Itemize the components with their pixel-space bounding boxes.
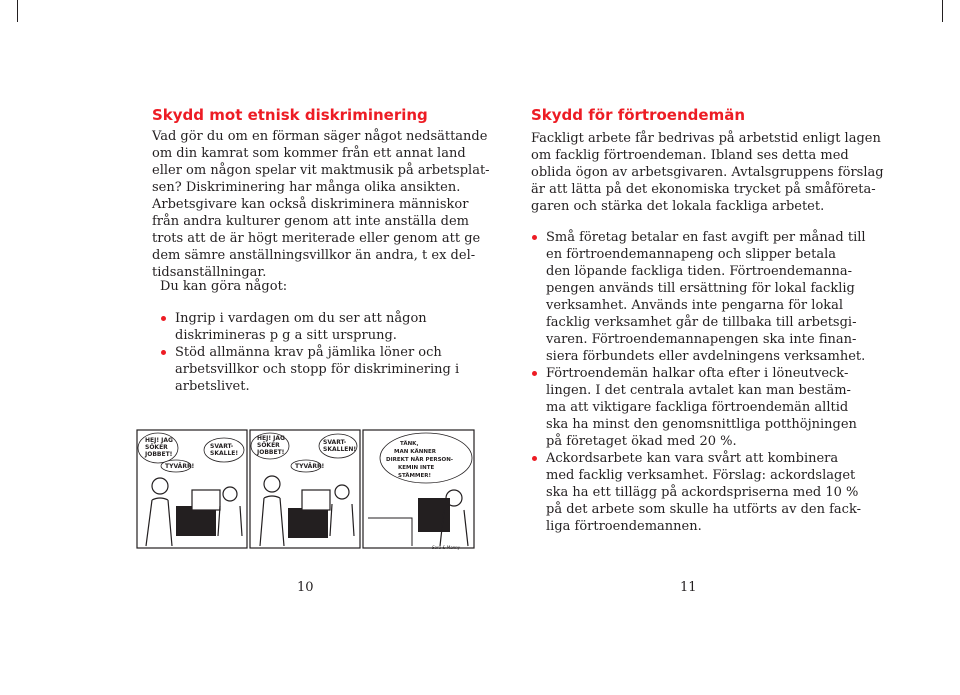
text-line: pengen används till ersättning för lokal facklig: [546, 281, 855, 296]
bullet-icon: [532, 235, 537, 240]
speech-line: MAN KÄNNER: [394, 449, 436, 455]
text-line: på företaget ökad med 20 %.: [546, 434, 737, 449]
text-line: den löpande fackliga tiden. Förtroendemanna-: [546, 264, 853, 279]
crop-mark-right: [942, 0, 943, 22]
text-line: ska ha minst den genomsnittliga potthöjningen: [546, 417, 857, 432]
text-line: arbetslivet.: [175, 379, 250, 394]
text-line: Förtroendemän halkar ofta efter i löneutveck-: [546, 366, 849, 381]
text-line: en förtroendemannapeng och slipper betala: [546, 247, 836, 262]
text-line: med facklig verksamhet. Förslag: ackordslaget: [546, 468, 856, 483]
aside-line: SVART-: [210, 443, 234, 450]
text-line: diskrimineras p g a sitt ursprung.: [175, 328, 397, 343]
speech-line: HEJ! JAG: [257, 435, 285, 442]
text-line: Stöd allmänna krav på jämlika löner och: [175, 345, 442, 360]
speech-line: JOBBET!: [257, 449, 285, 456]
speech-line: STÄMMER!: [398, 473, 431, 479]
left-paragraph: [152, 128, 490, 281]
aside-line: SVART-: [323, 439, 347, 446]
text-line: trots att de är högt meriterade eller genom att ge: [152, 231, 481, 246]
comic-panel-1: [137, 430, 247, 548]
text-line: lingen. I det centrala avtalet kan man bestäm-: [546, 383, 851, 398]
action-intro: Du kan göra något:: [160, 279, 288, 294]
list-item: [531, 450, 866, 535]
page-number-left: 10: [297, 580, 314, 595]
bullet-icon: [532, 456, 537, 461]
reply-line: TYVÄRR!: [165, 463, 195, 470]
text-line: Ackordsarbete kan vara svårt att kombinera: [546, 451, 839, 466]
text-line: facklig verksamhet går de tillbaka till arbetsgi-: [546, 315, 857, 330]
list-item: [160, 344, 459, 395]
text-line: arbetsvillkor och stopp för diskriminering i: [175, 362, 460, 377]
text-line: eller om någon spelar vit maktmusik på arbetsplat-: [152, 163, 490, 178]
text-line: dem sämre anställningsvillkor än andra, t ex del-: [152, 248, 476, 263]
text-line: är att lätta på det ekonomiska trycket på småföreta-: [531, 182, 876, 197]
text-line: garen och stärka det lokala fackliga arbetet.: [531, 199, 825, 214]
left-bullet-list: [160, 310, 459, 395]
comic-panel-2: [250, 430, 360, 548]
text-line: tidsanställningar.: [152, 265, 267, 280]
speech-line: SÖKER: [145, 444, 168, 451]
text-line: sen? Diskriminering har många olika ansikten.: [152, 180, 461, 195]
comic-panel-3: [363, 430, 474, 548]
list-item: [531, 229, 866, 365]
list-item: [160, 310, 459, 344]
speech-line: HEJ! JAG: [145, 437, 173, 444]
bullet-icon: [161, 316, 166, 321]
aside-line: SKALLEN!: [323, 446, 357, 453]
text-line: Arbetsgivare kan också diskriminera människor: [152, 197, 469, 212]
speech-line: TÄNK,: [400, 441, 419, 447]
right-bullet-list: [531, 229, 866, 535]
right-paragraph: [531, 130, 884, 215]
text-line: varen. Förtroendemannapengen ska inte finan-: [546, 332, 857, 347]
left-heading: Skydd mot etnisk diskriminering: [152, 106, 428, 124]
text-line: Ingrip i vardagen om du ser att någon: [175, 311, 427, 326]
text-line: från andra kulturer genom att inte anställa dem: [152, 214, 469, 229]
text-line: Små företag betalar en fast avgift per månad till: [546, 230, 866, 245]
comic-credit: Sara & Manny: [432, 545, 461, 550]
text-line: ska ha ett tillägg på ackordspriserna med 10 %: [546, 485, 859, 500]
text-line: siera förbundets eller avdelningens verksamhet.: [546, 349, 866, 364]
right-heading: Skydd för förtroendemän: [531, 106, 745, 124]
speech-line: DIREKT NÄR PERSON-: [386, 457, 454, 463]
text-line: ma att viktigare fackliga förtroendemän alltid: [546, 400, 849, 415]
text-line: om facklig förtroendeman. Ibland ses detta med: [531, 148, 849, 163]
text-line: liga förtroendemannen.: [546, 519, 702, 534]
text-line: oblida ögon av arbetsgivaren. Avtalsgruppens förslag: [531, 165, 884, 180]
speech-line: KEMIN INTE: [398, 465, 435, 471]
comic-strip: [136, 428, 476, 550]
speech-line: SÖKER: [257, 442, 280, 449]
text-line: Vad gör du om en förman säger något nedsättande: [152, 129, 488, 144]
reply-line: TYVÄRR!: [295, 463, 325, 470]
text-line: verksamhet. Används inte pengarna för lokal: [546, 298, 844, 313]
crop-mark-left: [17, 0, 18, 22]
text-line: Fackligt arbete får bedrivas på arbetstid enligt lagen: [531, 131, 881, 146]
text-line: om din kamrat som kommer från ett annat land: [152, 146, 466, 161]
page-number-right: 11: [680, 580, 697, 595]
text-line: på det arbete som skulle ha utförts av den fack-: [546, 502, 861, 517]
speech-line: JOBBET!: [145, 451, 173, 458]
list-item: [531, 365, 866, 450]
bullet-icon: [532, 371, 537, 376]
aside-line: SKALLE!: [210, 450, 239, 457]
bullet-icon: [161, 350, 166, 355]
